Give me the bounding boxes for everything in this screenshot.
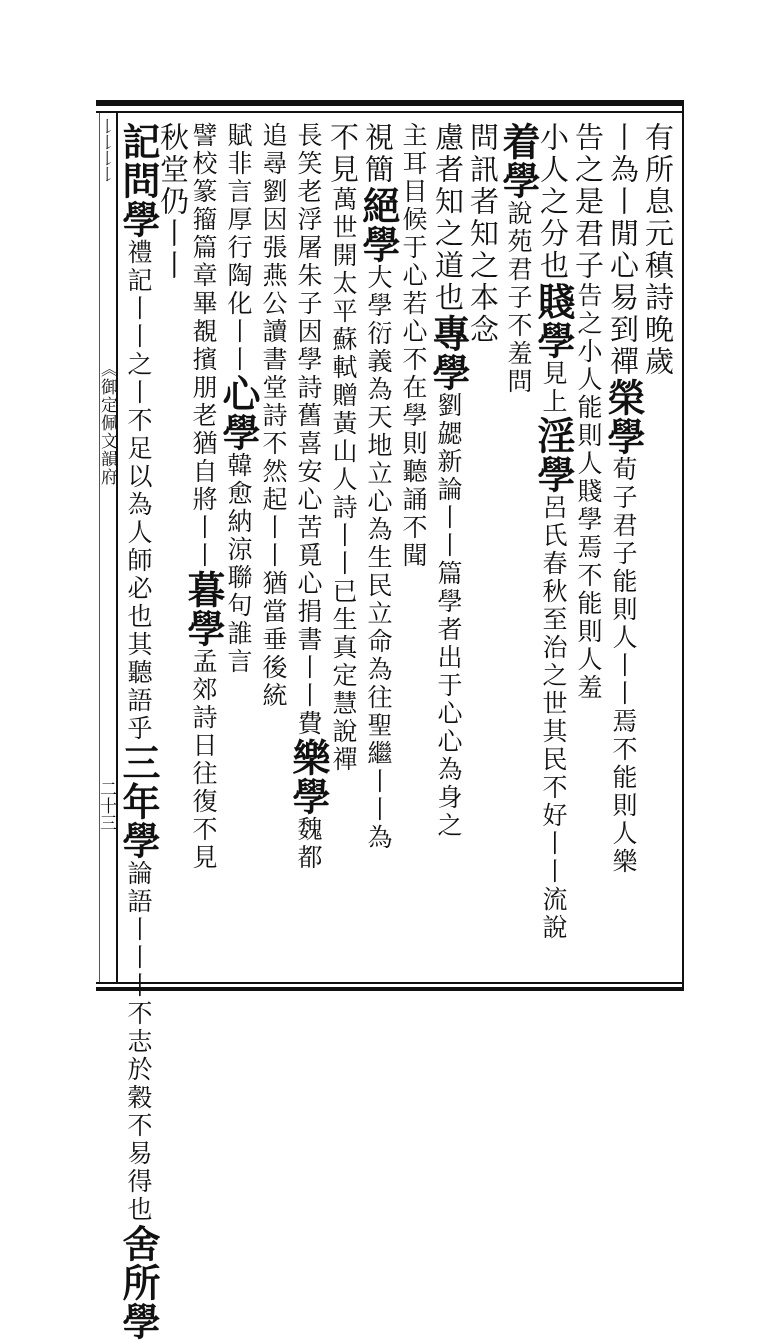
annotation: 論語丨丨丨不志於穀不易得也	[124, 860, 153, 1224]
annotation: 大學衍義為天地立心為生民立命為往聖繼丨丨為	[364, 264, 393, 852]
annotation: 劉勰新論丨丨篇學者出于心心為身之	[434, 392, 463, 840]
top-frame-thin-rule	[96, 111, 684, 113]
text-column	[426, 122, 471, 972]
text-column	[396, 122, 430, 972]
bottom-frame-rule	[96, 987, 684, 991]
text-run: 有所息元稹詩晚歲	[641, 122, 675, 378]
headword: 心學	[216, 374, 261, 452]
annotation: 擯朋老猶自將丨丨	[189, 346, 218, 570]
text-run: 小人之分也	[536, 122, 570, 282]
text-column	[496, 122, 541, 972]
outer-margin-rule	[99, 113, 100, 982]
text-column	[466, 122, 500, 972]
text-run: 不見	[326, 122, 360, 186]
annotation: 主耳目候于心若心不在學則聽誦不聞	[399, 122, 428, 570]
text-run: 長笑老浮屠朱子因學詩舊喜安心苦覓心捐書丨丨費	[294, 122, 323, 738]
text-column	[356, 122, 401, 972]
text-run: 賦非言厚行陶化丨丨	[224, 122, 253, 374]
text-column	[181, 122, 226, 972]
headword: 三年學	[116, 743, 161, 860]
bottom-frame-thin-rule	[96, 982, 684, 984]
text-run: 秋堂仍丨丨	[156, 122, 190, 282]
text-run: 慮者知之道也	[431, 122, 465, 314]
text-column	[156, 122, 190, 972]
margin-book-title: 《御定佩文韻府	[97, 360, 117, 486]
headword: 暮學	[181, 570, 226, 648]
text-run: 問訊者知之本念	[466, 122, 500, 346]
text-column	[216, 122, 261, 972]
annotation: 呂氏春秋至治之世其民不好丨丨流說	[539, 494, 568, 942]
text-run: 譬校篆籀篇章畢覩	[189, 122, 218, 346]
text-column	[116, 122, 161, 1341]
annotation: 韓愈納涼聯句誰言	[224, 452, 253, 676]
headword: 樂學	[286, 738, 331, 816]
annotation: 見上	[539, 360, 568, 416]
page-number: 二十三	[96, 780, 116, 831]
annotation: 孟郊詩日往復不見	[189, 648, 218, 872]
headword: 絕學	[356, 186, 401, 264]
annotation: 魏都	[294, 816, 323, 872]
headword: 着學	[496, 122, 541, 200]
annotation: 說苑君子不羞問	[504, 200, 533, 396]
headword: 淫學	[531, 416, 576, 494]
text-column	[326, 122, 360, 972]
annotation: 告之小人能則人賤學焉不能則人羞	[574, 282, 603, 702]
text-column	[531, 122, 576, 972]
headword: 榮學	[601, 378, 646, 456]
margin-ornament: 𠄌𠄌𠄌𠄌	[97, 118, 116, 182]
annotation: 萬世開太平蘇軾贈黃山人詩丨丨已生真定慧說禪	[329, 186, 358, 774]
text-run: 追尋劉因張燕公讀書堂詩不然起丨丨猶當垂後統	[259, 122, 288, 710]
text-column	[601, 122, 646, 972]
headword: 記問學	[116, 122, 161, 239]
text-column	[641, 122, 675, 972]
text-run: 告之是君子	[571, 122, 605, 282]
headword: 專學	[426, 314, 471, 392]
text-run: 丨為丨閒心易到禪	[606, 122, 640, 378]
text-run: 視簡	[361, 122, 395, 186]
top-frame-rule	[96, 100, 684, 106]
headword: 舍所學	[116, 1224, 161, 1341]
headword: 賤學	[531, 282, 576, 360]
text-column	[256, 122, 290, 972]
annotation: 荀子君子能則人丨丨焉不能則人樂	[609, 456, 638, 876]
right-frame-rule	[682, 106, 684, 988]
text-column	[571, 122, 605, 972]
text-column	[286, 122, 331, 972]
annotation: 禮記丨丨之丨不足以為人師必也其聽語乎	[124, 239, 153, 743]
